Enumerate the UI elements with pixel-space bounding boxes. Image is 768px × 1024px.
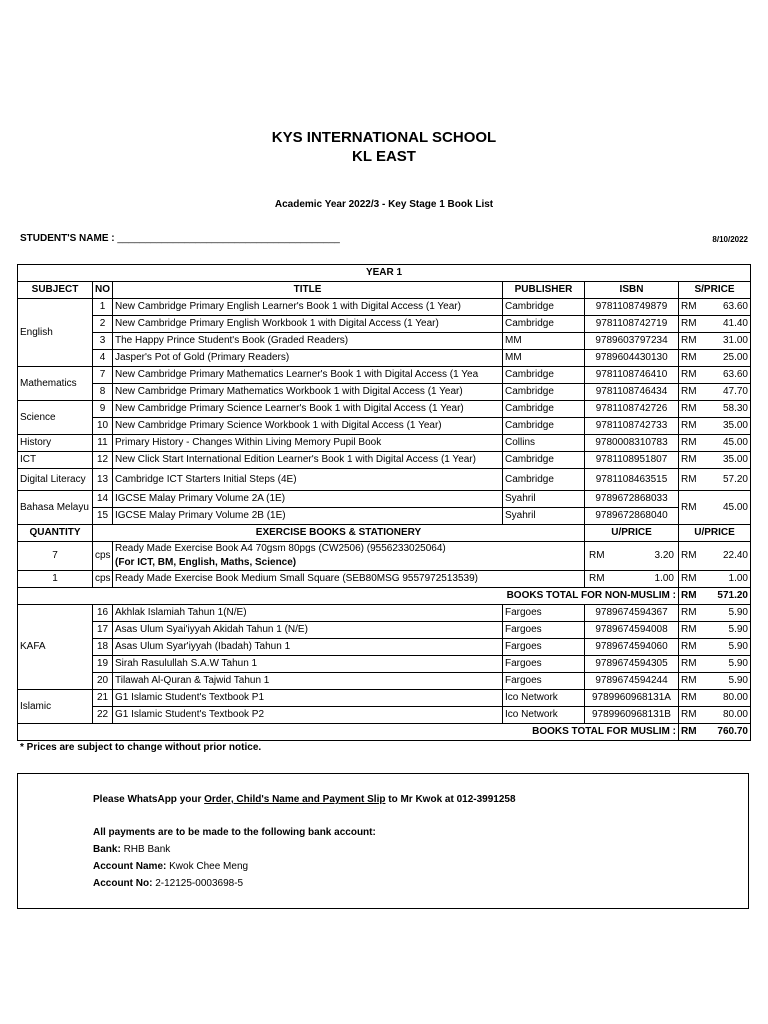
column-header-row (18, 282, 751, 299)
book-price: 58.30 (709, 401, 751, 418)
title-header: TITLE (113, 282, 503, 299)
book-no: 15 (93, 508, 113, 525)
book-no: 14 (93, 491, 113, 508)
book-publisher: Cambridge (503, 418, 585, 435)
book-publisher: Syahril (503, 491, 585, 508)
book-title: New Cambridge Primary Science Workbook 1 with Digital Access (1 Year) (113, 418, 503, 435)
bank-value: RHB Bank (120, 844, 171, 855)
book-publisher: Cambridge (503, 367, 585, 384)
subject-cell: English (18, 299, 93, 367)
currency-label: RM (679, 469, 709, 491)
book-publisher: Cambridge (503, 452, 585, 469)
whatsapp-instruction (93, 794, 516, 805)
stationery-qty: 1 (18, 571, 93, 588)
book-price: 5.90 (709, 639, 751, 656)
table-row (18, 605, 751, 622)
isbn-header: ISBN (585, 282, 679, 299)
book-isbn: 9789674594060 (585, 639, 679, 656)
subject-header: SUBJECT (18, 282, 93, 299)
subject-cell: History (18, 435, 93, 452)
stationery-section-header: EXERCISE BOOKS & STATIONERY (93, 525, 585, 542)
book-isbn: 9781108742733 (585, 418, 679, 435)
subject-cell: Bahasa Melayu (18, 491, 93, 525)
book-no: 18 (93, 639, 113, 656)
book-publisher: MM (503, 333, 585, 350)
book-title: Primary History - Changes Within Living Memory Pupil Book (113, 435, 503, 452)
book-publisher: Cambridge (503, 401, 585, 418)
table-row (18, 350, 751, 367)
book-publisher: Fargoes (503, 605, 585, 622)
book-no: 13 (93, 469, 113, 491)
book-title: New Cambridge Primary English Learner's Book 1 with Digital Access (1 Year) (113, 299, 503, 316)
stationery-unit: cps (93, 571, 113, 588)
book-publisher: Fargoes (503, 639, 585, 656)
book-title: Asas Ulum Syar'iyyah (Ibadah) Tahun 1 (113, 639, 503, 656)
price-header: S/PRICE (679, 282, 751, 299)
publisher-header: PUBLISHER (503, 282, 585, 299)
book-no: 1 (93, 299, 113, 316)
book-publisher: Cambridge (503, 469, 585, 491)
bank-label: Bank: (93, 844, 121, 855)
currency-label: RM (589, 573, 605, 584)
currency-label: RM (679, 542, 709, 571)
book-list-table (17, 264, 751, 741)
account-name-value: Kwok Chee Meng (166, 861, 249, 872)
table-row (18, 418, 751, 435)
account-name-line (93, 861, 248, 872)
book-price: 35.00 (709, 418, 751, 435)
book-price: 63.60 (709, 299, 751, 316)
table-row (18, 571, 751, 588)
currency-label: RM (679, 418, 709, 435)
book-no: 4 (93, 350, 113, 367)
book-publisher: Ico Network (503, 690, 585, 707)
price-notice: * Prices are subject to change without prior notice. (20, 742, 262, 753)
currency-label: RM (679, 350, 709, 367)
currency-label: RM (679, 656, 709, 673)
account-no-value: 2-12125-0003698-5 (152, 878, 244, 889)
table-row (18, 542, 751, 571)
stationery-uprice (585, 571, 679, 588)
book-publisher: Cambridge (503, 299, 585, 316)
whatsapp-text-post: to Mr Kwok at 012-3991258 (385, 794, 516, 805)
book-publisher: Syahril (503, 508, 585, 525)
book-publisher: Ico Network (503, 707, 585, 724)
student-name-field (20, 233, 340, 244)
book-price: 41.40 (709, 316, 751, 333)
book-isbn: 9781108746434 (585, 384, 679, 401)
book-title: New Cambridge Primary English Workbook 1 with Digital Access (1 Year) (113, 316, 503, 333)
stationery-item-line1: Ready Made Exercise Book A4 70gsm 80pgs (CW2506) (9556233025064) (115, 543, 446, 554)
account-no-line (93, 878, 243, 889)
book-title: The Happy Prince Student's Book (Graded Readers) (113, 333, 503, 350)
book-isbn: 9781108742726 (585, 401, 679, 418)
table-row (18, 622, 751, 639)
student-name-label: STUDENT'S NAME : (20, 233, 115, 244)
table-row (18, 491, 751, 508)
book-publisher: Cambridge (503, 316, 585, 333)
stationery-header-row (18, 525, 751, 542)
book-isbn: 9789672868040 (585, 508, 679, 525)
currency-label: RM (679, 333, 709, 350)
book-isbn: 9781108463515 (585, 469, 679, 491)
stationery-qty: 7 (18, 542, 93, 571)
table-row (18, 690, 751, 707)
book-publisher: MM (503, 350, 585, 367)
subject-cell: Digital Literacy (18, 469, 93, 491)
book-title: Sirah Rasulullah S.A.W Tahun 1 (113, 656, 503, 673)
table-row (18, 401, 751, 418)
book-title: Cambridge ICT Starters Initial Steps (4E) (113, 469, 503, 491)
currency-label: RM (679, 299, 709, 316)
book-price: 57.20 (709, 469, 751, 491)
book-isbn: 9789672868033 (585, 491, 679, 508)
book-isbn: 9789960968131A (585, 690, 679, 707)
book-isbn: 9789674594305 (585, 656, 679, 673)
currency-label: RM (679, 571, 709, 588)
book-title: G1 Islamic Student's Textbook P2 (113, 707, 503, 724)
table-row (18, 673, 751, 690)
book-publisher: Cambridge (503, 384, 585, 401)
table-row (18, 469, 751, 491)
book-title: Akhlak Islamiah Tahun 1(N/E) (113, 605, 503, 622)
total-non-muslim-label: BOOKS TOTAL FOR NON-MUSLIM : (18, 588, 679, 605)
page-subtitle: Academic Year 2022/3 - Key Stage 1 Book List (274, 199, 494, 210)
stationery-item-line2: (For ICT, BM, English, Maths, Science) (115, 557, 297, 568)
total-muslim-value: 760.70 (709, 724, 751, 741)
currency-label: RM (679, 491, 709, 525)
currency-label: RM (679, 401, 709, 418)
account-no-label: Account No: (93, 878, 153, 889)
book-publisher: Fargoes (503, 656, 585, 673)
book-no: 12 (93, 452, 113, 469)
book-no: 16 (93, 605, 113, 622)
student-name-blank: ________________________________________ (117, 233, 340, 244)
book-title: Tilawah Al-Quran & Tajwid Tahun 1 (113, 673, 503, 690)
book-no: 17 (93, 622, 113, 639)
table-row (18, 316, 751, 333)
table-row (18, 384, 751, 401)
book-price: 45.00 (709, 435, 751, 452)
book-no: 20 (93, 673, 113, 690)
school-name: KYS INTERNATIONAL SCHOOL (271, 129, 497, 146)
book-price: 5.90 (709, 605, 751, 622)
bank-line (93, 844, 170, 855)
table-row (18, 299, 751, 316)
currency-label: RM (679, 452, 709, 469)
currency-label: RM (679, 605, 709, 622)
table-row (18, 367, 751, 384)
total-muslim-label: BOOKS TOTAL FOR MUSLIM : (18, 724, 679, 741)
account-name-label: Account Name: (93, 861, 167, 872)
book-title: G1 Islamic Student's Textbook P1 (113, 690, 503, 707)
stationery-uprice-value: 3.20 (654, 550, 674, 561)
currency-label: RM (679, 707, 709, 724)
book-isbn: 9781108742719 (585, 316, 679, 333)
unit-price-header-2: U/PRICE (679, 525, 751, 542)
payment-instruction: All payments are to be made to the following bank account: (93, 827, 376, 838)
book-publisher: Fargoes (503, 622, 585, 639)
currency-label: RM (679, 724, 709, 741)
book-no: 21 (93, 690, 113, 707)
book-price: 63.60 (709, 367, 751, 384)
book-no: 11 (93, 435, 113, 452)
stationery-uprice (585, 542, 679, 571)
currency-label: RM (679, 673, 709, 690)
book-title: IGCSE Malay Primary Volume 2A (1E) (113, 491, 503, 508)
book-price: 5.90 (709, 622, 751, 639)
subject-cell: KAFA (18, 605, 93, 690)
book-no: 19 (93, 656, 113, 673)
book-isbn: 9789604430130 (585, 350, 679, 367)
currency-label: RM (679, 639, 709, 656)
book-publisher: Fargoes (503, 673, 585, 690)
book-no: 10 (93, 418, 113, 435)
unit-price-header: U/PRICE (585, 525, 679, 542)
book-no: 22 (93, 707, 113, 724)
book-price: 80.00 (709, 690, 751, 707)
book-title: Jasper's Pot of Gold (Primary Readers) (113, 350, 503, 367)
subject-cell: Islamic (18, 690, 93, 724)
book-price: 35.00 (709, 452, 751, 469)
currency-label: RM (679, 435, 709, 452)
book-price: 5.90 (709, 656, 751, 673)
currency-label: RM (679, 622, 709, 639)
book-title: Asas Ulum Syai'iyyah Akidah Tahun 1 (N/E) (113, 622, 503, 639)
stationery-item (113, 542, 585, 571)
book-no: 7 (93, 367, 113, 384)
school-campus: KL EAST (352, 148, 416, 165)
book-isbn: 9781108746410 (585, 367, 679, 384)
document-date: 8/10/2022 (712, 235, 748, 244)
currency-label: RM (679, 690, 709, 707)
book-isbn: 9789674594367 (585, 605, 679, 622)
book-isbn: 9781108749879 (585, 299, 679, 316)
quantity-header: QUANTITY (18, 525, 93, 542)
stationery-uprice-value: 1.00 (654, 573, 674, 584)
book-isbn: 9789674594008 (585, 622, 679, 639)
table-row (18, 452, 751, 469)
book-publisher: Collins (503, 435, 585, 452)
stationery-total: 1.00 (709, 571, 751, 588)
currency-label: RM (679, 588, 709, 605)
book-isbn: 9789603797234 (585, 333, 679, 350)
book-isbn: 9789674594244 (585, 673, 679, 690)
book-title: IGCSE Malay Primary Volume 2B (1E) (113, 508, 503, 525)
table-row (18, 707, 751, 724)
book-price: 25.00 (709, 350, 751, 367)
book-no: 2 (93, 316, 113, 333)
table-row (18, 639, 751, 656)
book-isbn: 9780008310783 (585, 435, 679, 452)
stationery-total: 22.40 (709, 542, 751, 571)
currency-label: RM (679, 384, 709, 401)
currency-label: RM (679, 316, 709, 333)
table-row (18, 333, 751, 350)
book-no: 9 (93, 401, 113, 418)
book-title: New Cambridge Primary Mathematics Workbook 1 with Digital Access (1 Year) (113, 384, 503, 401)
book-price: 5.90 (709, 673, 751, 690)
book-price: 45.00 (709, 491, 751, 525)
subject-cell: Science (18, 401, 93, 435)
stationery-item: Ready Made Exercise Book Medium Small Square (SEB80MSG 9557972513539) (113, 571, 585, 588)
book-isbn: 9789960968131B (585, 707, 679, 724)
table-row (18, 435, 751, 452)
book-title: New Click Start International Edition Learner's Book 1 with Digital Access (1 Year) (113, 452, 503, 469)
currency-label: RM (589, 550, 605, 561)
whatsapp-text-underlined: Order, Child's Name and Payment Slip (204, 794, 386, 805)
book-price: 31.00 (709, 333, 751, 350)
stationery-unit: cps (93, 542, 113, 571)
total-non-muslim-value: 571.20 (709, 588, 751, 605)
no-header: NO (93, 282, 113, 299)
book-no: 8 (93, 384, 113, 401)
book-price: 80.00 (709, 707, 751, 724)
book-no: 3 (93, 333, 113, 350)
subject-cell: Mathematics (18, 367, 93, 401)
book-title: New Cambridge Primary Science Learner's Book 1 with Digital Access (1 Year) (113, 401, 503, 418)
currency-label: RM (679, 367, 709, 384)
book-title: New Cambridge Primary Mathematics Learner's Book 1 with Digital Access (1 Yea (113, 367, 503, 384)
book-isbn: 9781108951807 (585, 452, 679, 469)
total-muslim-row (18, 724, 751, 741)
table-row (18, 656, 751, 673)
total-non-muslim-row (18, 588, 751, 605)
table-row (18, 508, 751, 525)
year-header-row (18, 265, 751, 282)
whatsapp-text-pre: Please WhatsApp your (93, 794, 205, 805)
subject-cell: ICT (18, 452, 93, 469)
year-label: YEAR 1 (18, 265, 751, 282)
book-price: 47.70 (709, 384, 751, 401)
